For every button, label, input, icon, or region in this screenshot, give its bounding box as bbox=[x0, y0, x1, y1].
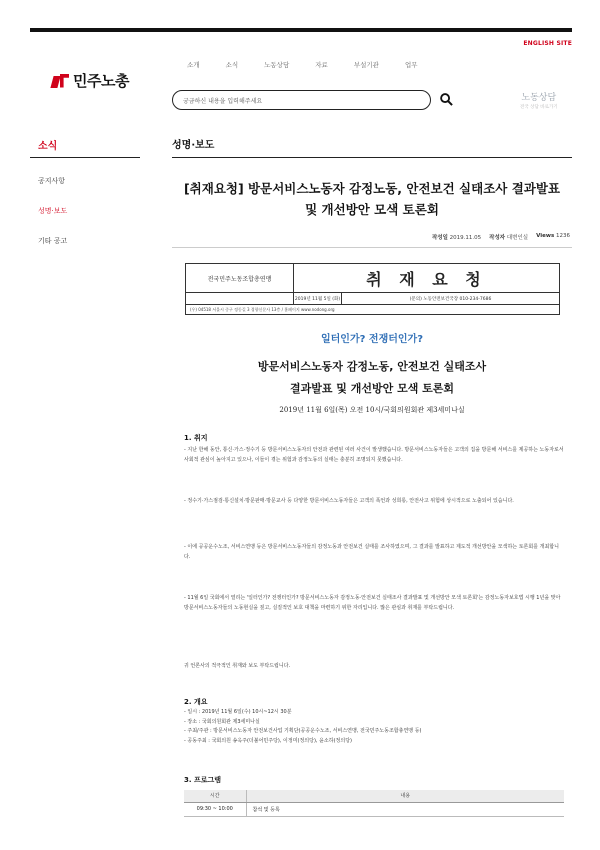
section-3-title: 3. 프로그램 bbox=[184, 776, 222, 784]
section-1-paragraph-2: - 정수기·가스점검·통신설치·방문판매·방문교사 등 다양한 방문서비스노동자들은 고객의 폭언과 성희롱, 안전사고 위험에 상시적으로 노출되어 있습니다. bbox=[184, 498, 514, 504]
sidebar-item-other-notice[interactable]: 기타 공고 bbox=[38, 237, 68, 245]
section-1-paragraph-3: - 이에 공공운수노조, 서비스연맹 등은 방문서비스노동자들의 감정노동과 안전보건 실태를 조사하였으며, 그 결과를 발표하고 제도적 개선방안을 모색하는 토론회를 개최합니다. bbox=[184, 544, 559, 560]
nav-item-consult[interactable]: 노동상담 bbox=[264, 61, 290, 69]
doc-address: (우) 04518 서울시 중구 정동길 3 경향신문사 13층 / 홈페이지 www.nodong.org bbox=[186, 304, 559, 314]
program-header-content: 내용 bbox=[246, 790, 564, 802]
doc-main-heading bbox=[172, 356, 572, 400]
site-logo[interactable] bbox=[52, 70, 129, 91]
table-row bbox=[184, 802, 564, 816]
program-content: 참석 및 등록 bbox=[246, 802, 564, 816]
overview-item-place: - 장소 : 국회의원회관 제3세미나실 bbox=[184, 718, 260, 725]
section-1-paragraph-1: - 지난 한해 동안, 통신·가스·정수기 등 방문서비스노동자의 안전과 관련된 여러 사건이 발생했습니다. 방문서비스노동자들은 고객의 집을 방문해 서비스를 제공하는 노동자로서 사회적 관심이 높아지고 있으나, 이들이 겪는 위험과 감정노동의 실태는 충분히 조명되지 못했습니다. bbox=[184, 447, 564, 463]
main-nav bbox=[187, 60, 444, 69]
date-label: 작성일 bbox=[431, 235, 448, 241]
overview-item-time: - 일시 : 2019년 11월 6일(수) 10시~12시 30분 bbox=[184, 709, 292, 715]
doc-main-heading-1: 방문서비스노동자 감정노동, 안전보건 실태조사 bbox=[257, 360, 487, 373]
search-input[interactable]: 궁금하신 내용을 입력해주세요 bbox=[172, 90, 431, 110]
doc-sent-date: 2019년 11월 5일 (화) bbox=[294, 293, 342, 304]
top-bar bbox=[30, 28, 572, 32]
nav-item-about[interactable]: 소개 bbox=[187, 61, 200, 69]
search-icon[interactable] bbox=[440, 93, 453, 106]
section-1-title: 1. 취지 bbox=[184, 434, 208, 442]
sidebar-menu bbox=[38, 176, 67, 266]
nav-item-resources[interactable]: 자료 bbox=[315, 61, 328, 69]
kctu-logo-icon bbox=[52, 74, 70, 88]
labor-consult-link[interactable] bbox=[520, 90, 558, 110]
section-2-title: 2. 개요 bbox=[184, 698, 208, 706]
doc-contact: (문의) 노동안전보건국장 010-234-7686 bbox=[409, 296, 492, 302]
overview-item-cohost: - 공동주최 : 국회의원 송옥주(더불어민주당), 이정미(정의당), 윤소하(정의당) bbox=[184, 737, 352, 744]
article-meta bbox=[432, 233, 570, 241]
english-site-link[interactable]: ENGLISH SITE bbox=[523, 40, 572, 47]
consult-subtitle: 전국 상담 바로가기 bbox=[520, 105, 558, 110]
sidebar-item-notice[interactable]: 공지사항 bbox=[38, 177, 66, 185]
section-divider bbox=[172, 157, 572, 158]
consult-title: 노동상담 bbox=[521, 93, 557, 103]
sidebar-divider bbox=[30, 157, 140, 158]
section-title: 성명·보도 bbox=[172, 140, 215, 151]
logo-text: 민주노총 bbox=[73, 72, 129, 90]
doc-title: 취 재 요 청 bbox=[366, 269, 487, 289]
doc-main-heading-2: 결과발표 및 개선방안 모색 토론회 bbox=[289, 382, 455, 395]
author-label: 작성자 bbox=[489, 235, 506, 241]
article-title-line-1: [취재요청] 방문서비스노동자 감정노동, 안전보건 실태조사 결과발표 bbox=[183, 181, 561, 196]
nav-item-work[interactable]: 업무 bbox=[404, 61, 418, 69]
doc-date-place: 2019년 11월 6일(목) 오전 10시/국회의원회관 제3세미나실 bbox=[279, 406, 465, 414]
overview-item-host: - 주최/주관 : 방문서비스노동자 안전보건사업 기획단(공공운수노조, 서비스연맹, 전국민주노동조합총연맹 등) bbox=[184, 728, 422, 734]
meta-divider bbox=[172, 247, 572, 248]
doc-blue-heading: 일터인가? 전쟁터인가? bbox=[320, 334, 424, 345]
program-time: 09:30 ~ 10:00 bbox=[184, 802, 246, 816]
views-label: Views bbox=[536, 233, 555, 239]
doc-org: 전국민주노동조합총연맹 bbox=[186, 264, 294, 292]
section-1-paragraph-4: - 11월 6일 국회에서 열리는 '일터인가? 전쟁터인가? 방문서비스노동자 감정노동·안전보건 실태조사 결과발표 및 개선방안 모색 토론회'는 감정노동자보호법 시행 1년을 맞아 방문서비스노동자들의 노동현실을 짚고, 실질적인 보호 대책을 마련하기 위한 자리입니다. 많은 관심과 취재를 부탁드립니다. bbox=[184, 595, 561, 611]
program-header-time: 시간 bbox=[184, 790, 246, 802]
section-2-list bbox=[184, 708, 564, 746]
sidebar-item-statements[interactable]: 성명·보도 bbox=[38, 207, 68, 215]
view-count: 1236 bbox=[556, 233, 570, 239]
nav-item-affiliates[interactable]: 부설기관 bbox=[353, 61, 379, 69]
program-table bbox=[184, 790, 564, 817]
post-author: 대변인실 bbox=[506, 235, 529, 241]
nav-item-news[interactable]: 소식 bbox=[225, 61, 239, 69]
sidebar-title: 소식 bbox=[38, 141, 58, 152]
post-date: 2019.11.05 bbox=[449, 235, 482, 241]
article-title-line-2: 및 개선방안 모색 토론회 bbox=[305, 202, 439, 217]
section-1-paragraph-5: 귀 언론사의 적극적인 취재와 보도 부탁드립니다. bbox=[184, 663, 291, 669]
article-title bbox=[172, 178, 572, 220]
press-doc-header bbox=[185, 263, 560, 315]
